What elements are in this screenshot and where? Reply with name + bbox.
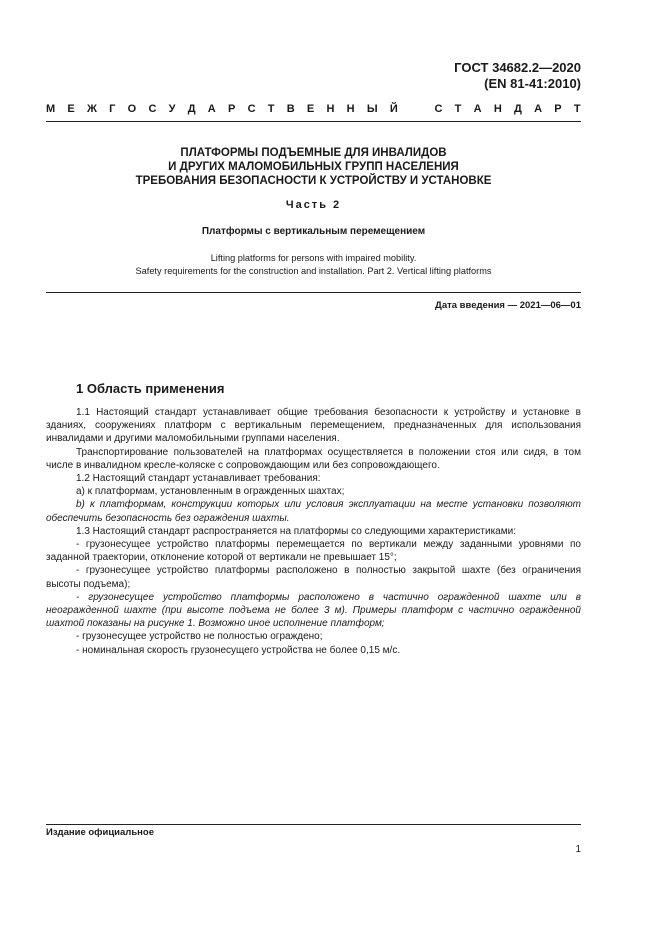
section-heading: 1 Область применения xyxy=(76,381,225,396)
banner-letter: А xyxy=(207,103,216,115)
banner-letter: Н xyxy=(346,103,355,115)
title-line-1: ПЛАТФОРМЫ ПОДЪЕМНЫЕ ДЛЯ ИНВАЛИДОВ xyxy=(180,147,447,159)
banner-letter: Й xyxy=(389,103,398,115)
banner-letter: Г xyxy=(109,103,116,115)
paragraph: 1.1 Настоящий стандарт устанавливает общие требования безопасности к устройству и установке в зданиях, сооружениях платформ с вертикальным перемещением, предназначенных для использования инвалидами и другими маломобильными группами населения. xyxy=(46,407,581,445)
banner-letter: В xyxy=(286,103,295,115)
list-item: - грузонесущее устройство платформы расположено в частично огражденной шахте или в неогражденной шахте (при высоте подъема не более 3 м). Примеры платформ с частично огражденной шахтой показаны на рисунке 1. Возможно иное исполнение платформ; xyxy=(46,591,581,630)
list-item: - грузонесущее устройство платформы расположено в полностью закрытой шахте (без ограничения высоты подъема); xyxy=(46,565,581,590)
interstate-standard-banner xyxy=(46,103,581,115)
title-rule xyxy=(46,292,581,293)
en-reference: (EN 81-41:2010) xyxy=(484,76,581,91)
paragraph: Транспортирование пользователей на платформах осуществляется в положении стоя или сидя, в том числе в инвалидном кресле-коляске с сопровождающим или без сопровождающего. xyxy=(46,446,581,471)
banner-letter: Ы xyxy=(366,103,378,115)
english-title-line-2: Safety requirements for the construction and installation. Part 2. Vertical lifting platforms xyxy=(135,265,492,276)
list-item: - номинальная скорость грузонесущего устройства не более 0,15 м/с. xyxy=(76,644,401,656)
document-title xyxy=(46,146,581,188)
part-subtitle: Платформы с вертикальным перемещением xyxy=(201,226,426,237)
title-line-3: ТРЕБОВАНИЯ БЕЗОПАСНОСТИ К УСТРОЙСТВУ И УСТАНОВКЕ xyxy=(135,175,492,187)
banner-letter: Р xyxy=(554,103,562,115)
list-item: - грузонесущее устройство не полностью ограждено; xyxy=(76,631,323,643)
official-edition-label: Издание официальное xyxy=(46,827,154,838)
banner-letter: Д xyxy=(514,103,522,115)
standard-number-block xyxy=(454,60,581,92)
part-label: Часть 2 xyxy=(285,199,342,211)
section-body xyxy=(46,406,581,657)
list-item: а) к платформам, установленным в огражденных шахтах; xyxy=(76,486,345,498)
banner-letter: Т xyxy=(573,103,581,115)
banner-letter: С xyxy=(434,103,443,115)
introduction-date: Дата введения — 2021—06—01 xyxy=(435,300,581,311)
english-title-line-1: Lifting platforms for persons with impaired mobility. xyxy=(210,253,417,263)
banner-letter: Ж xyxy=(86,103,97,115)
banner-letter: Е xyxy=(306,103,315,115)
banner-letter: А xyxy=(534,103,543,115)
banner-letter: Е xyxy=(67,103,75,115)
banner-letter: С xyxy=(148,103,157,115)
list-item: b) к платформам, конструкции которых или условия эксплуатации на месте установки позволяют обеспечить безопасность без ограждения шахты. xyxy=(46,499,581,524)
banner-letter: М xyxy=(46,103,56,115)
paragraph: 1.3 Настоящий стандарт распространяется на платформы со следующими характеристиками: xyxy=(76,525,516,537)
banner-letter: Т xyxy=(267,103,275,115)
banner-letter: Н xyxy=(326,103,335,115)
standard-number: ГОСТ 34682.2—2020 xyxy=(454,60,581,75)
page-number: 1 xyxy=(575,844,581,855)
footer-rule xyxy=(46,824,581,825)
banner-letter: Н xyxy=(493,103,502,115)
banner-letter: А xyxy=(473,103,482,115)
title-line-2: И ДРУГИХ МАЛОМОБИЛЬНЫХ ГРУПП НАСЕЛЕНИЯ xyxy=(168,161,459,173)
header-rule xyxy=(46,121,581,122)
banner-letter: У xyxy=(168,103,176,115)
banner-letter: Р xyxy=(227,103,236,115)
banner-letter: О xyxy=(127,103,137,115)
english-title xyxy=(46,252,581,277)
list-item: - грузонесущее устройство платформы перемещается по вертикали между заданными уровнями по заданной траектории, отклонение которой от вертикали не превышает 15°; xyxy=(46,539,581,564)
banner-letter: С xyxy=(247,103,256,115)
banner-letter: Т xyxy=(454,103,462,115)
banner-letter: Д xyxy=(187,103,196,115)
paragraph: 1.2 Настоящий стандарт устанавливает требования: xyxy=(76,473,321,485)
